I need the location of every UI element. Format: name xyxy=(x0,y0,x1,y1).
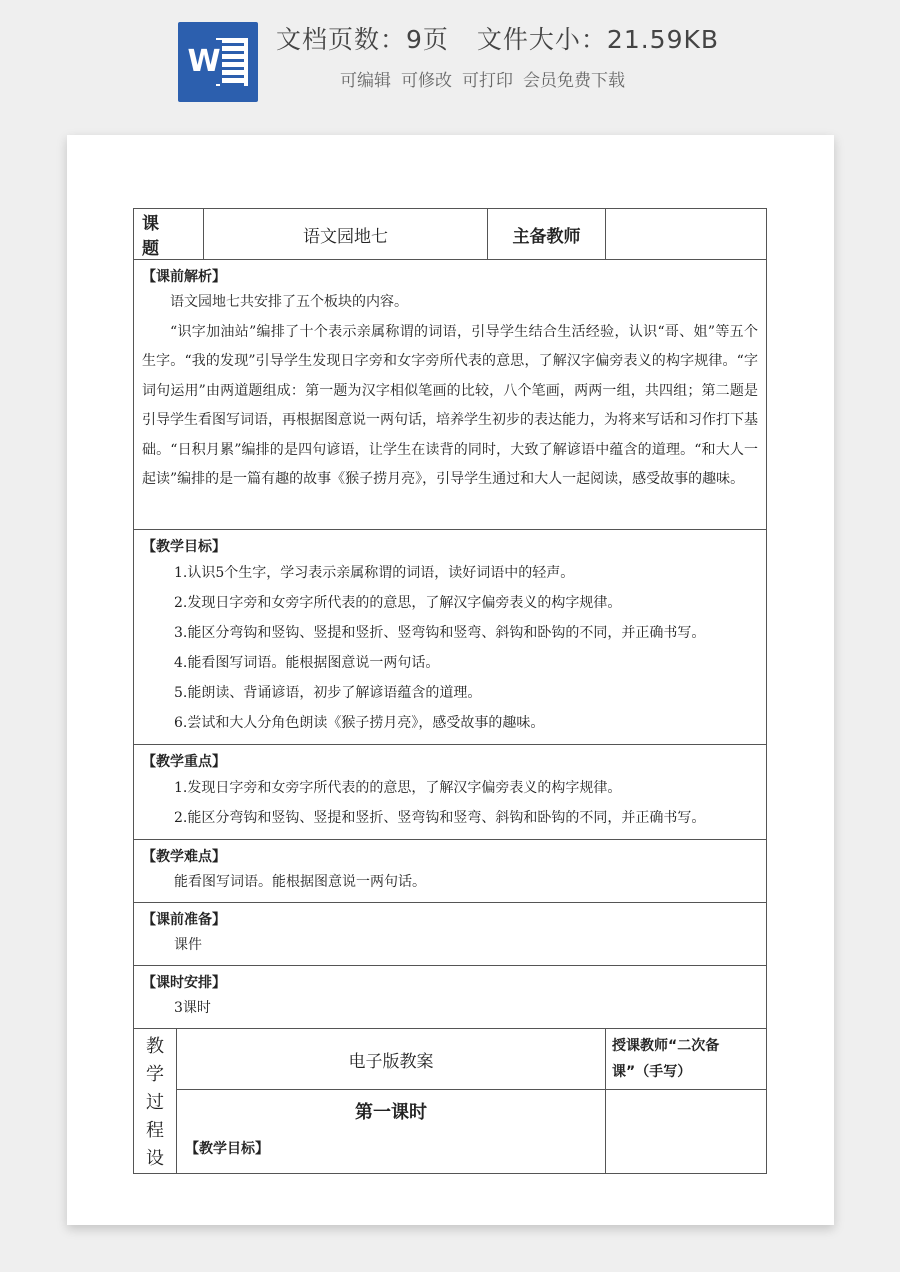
goal-item: 4.能看图写词语。能根据图意说一两句话。 xyxy=(174,655,440,671)
goals-row xyxy=(134,530,767,745)
schedule-text: 3课时 xyxy=(174,1000,211,1016)
lesson-goal-heading: 【教学目标】 xyxy=(185,1141,269,1157)
topic-value: 语文园地七 xyxy=(204,209,488,260)
page-count: 文档页数：9页 xyxy=(276,25,449,54)
schedule-heading: 【课时安排】 xyxy=(142,975,226,991)
header-row xyxy=(134,209,767,260)
feature-list xyxy=(340,66,625,91)
goal-item: 2.发现日字旁和女旁字所代表的的意思，了解汉字偏旁表义的构字规律。 xyxy=(174,595,622,611)
lesson-cell xyxy=(177,1090,606,1174)
analysis-row xyxy=(134,260,767,530)
feature-editable: 可编辑 xyxy=(340,71,391,91)
topic-label: 课题 xyxy=(134,209,204,260)
difficulties-heading: 【教学难点】 xyxy=(142,849,226,865)
goal-item: 1.认识5个生字，学习表示亲属称谓的词语，读好词语中的轻声。 xyxy=(174,565,575,581)
difficulties-row xyxy=(134,840,767,903)
process-header-row xyxy=(134,1029,767,1090)
goals-heading: 【教学目标】 xyxy=(142,539,226,555)
key-point-item: 1.发现日字旁和女旁字所代表的的意思，了解汉字偏旁表义的构字规律。 xyxy=(174,780,622,796)
feature-modifiable: 可修改 xyxy=(401,71,452,91)
file-size: 文件大小：21.59KB xyxy=(476,25,720,54)
download-banner xyxy=(0,0,900,135)
teacher-notes-label: 授课教师“二次备课”（手写） xyxy=(606,1029,767,1090)
word-document-icon xyxy=(178,22,258,102)
preparation-row xyxy=(134,903,767,966)
lesson-plan-table xyxy=(133,208,767,1174)
feature-member-download: 会员免费下载 xyxy=(523,71,625,91)
key-point-item: 2.能区分弯钩和竖钩、竖提和竖折、竖弯钩和竖弯、斜钩和卧钩的不同，并正确书写。 xyxy=(174,810,706,826)
handwritten-notes-cell[interactable] xyxy=(606,1090,767,1174)
document-page xyxy=(67,135,834,1225)
goal-item: 5.能朗读、背诵谚语，初步了解谚语蕴含的道理。 xyxy=(174,685,482,701)
feature-printable: 可打印 xyxy=(462,71,513,91)
document-stats xyxy=(276,20,719,56)
goal-item: 3.能区分弯钩和竖钩、竖提和竖折、竖弯钩和竖弯、斜钩和卧钩的不同，并正确书写。 xyxy=(174,625,706,641)
word-icon-letter: W xyxy=(186,40,222,84)
teacher-label: 主备教师 xyxy=(488,209,606,260)
lesson-row xyxy=(134,1090,767,1174)
schedule-row xyxy=(134,966,767,1029)
process-vertical-label: 教 学 过 程 设 xyxy=(134,1029,177,1174)
key-points-heading: 【教学重点】 xyxy=(142,754,226,770)
key-points-row xyxy=(134,745,767,840)
teacher-value[interactable] xyxy=(606,209,767,260)
lesson-title: 第一课时 xyxy=(355,1102,427,1123)
analysis-heading: 【课前解析】 xyxy=(142,269,226,285)
goal-item: 6.尝试和大人分角色朗读《猴子捞月亮》，感受故事的趣味。 xyxy=(174,715,545,731)
preparation-text: 课件 xyxy=(174,937,202,953)
analysis-paragraph: 语文园地七共安排了五个板块的内容。 xyxy=(170,294,408,310)
electronic-plan-label: 电子版教案 xyxy=(177,1029,606,1090)
difficulties-text: 能看图写词语。能根据图意说一两句话。 xyxy=(174,874,426,890)
preparation-heading: 【课前准备】 xyxy=(142,912,226,928)
analysis-paragraph: “识字加油站”编排了十个表示亲属称谓的词语，引导学生结合生活经验，认识“哥、姐”等五个生字。“我的发现”引导学生发现日字旁和女字旁所代表的意思，了解汉字偏旁表义的构字规律。“字词句运用”由两道题组成：第一题为汉字相似笔画的比较，八个笔画，两两一组，共四组；第二题是引导学生看图写词语，再根据图意说一两句话，培养学生初步的表达能力，为将来写话和习作打下基础。“日积月累”编排的是四句谚语，让学生在读背的同时，大致了解谚语中蕴含的道理。“和大人一起读”编排的是一篇有趣的故事《猴子捞月亮》，引导学生通过和大人一起阅读，感受故事的趣味。 xyxy=(142,323,758,487)
